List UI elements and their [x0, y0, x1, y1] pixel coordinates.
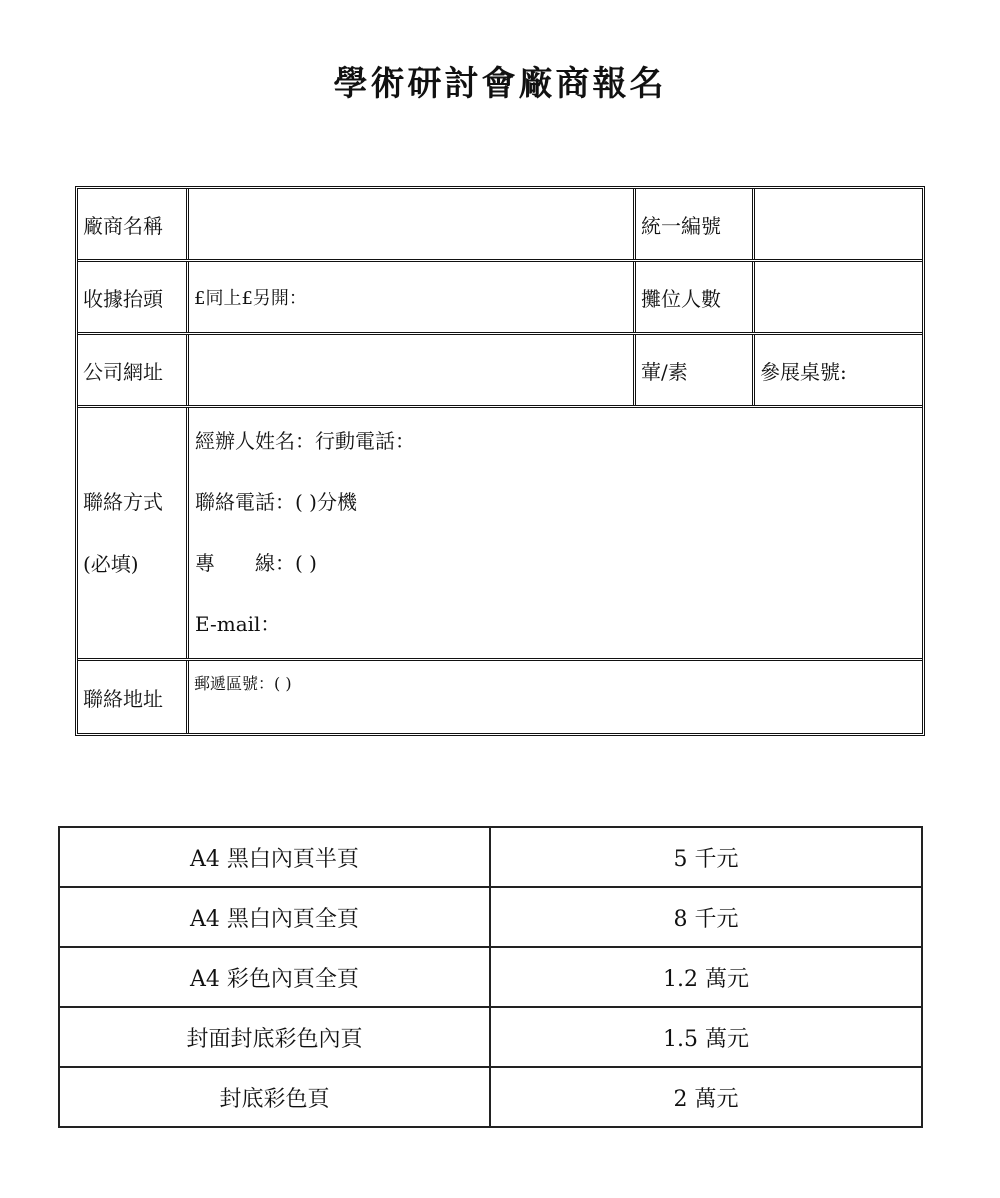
website-label: 公司網址 [78, 335, 189, 405]
meal-preference-label: 葷/素 [636, 335, 755, 405]
address-field[interactable]: 郵遞區號：( ) [194, 674, 292, 693]
ad-price-table [58, 826, 923, 1128]
exhibit-table-number-label[interactable]: 參展桌號: [760, 359, 847, 384]
price-value: 1.2 萬元 [490, 947, 922, 1007]
email-line[interactable]: E-mail： [195, 612, 281, 636]
contact-person-line[interactable]: 經辦人姓名：行動電話： [195, 429, 415, 453]
receipt-title-label: 收據抬頭 [78, 262, 189, 332]
direct-line[interactable]: 專 線：( ) [195, 551, 317, 575]
form-row-contact [78, 408, 922, 661]
price-value: 8 千元 [490, 887, 922, 947]
company-name-label: 廠商名稱 [78, 189, 189, 259]
form-row-receipt [78, 262, 922, 335]
booth-staff-label: 攤位人數 [636, 262, 755, 332]
company-name-field[interactable] [189, 189, 636, 259]
table-row [59, 1007, 922, 1067]
price-item: A4 黑白內頁全頁 [59, 887, 490, 947]
page-title: 學術研討會廠商報名 [333, 64, 667, 104]
price-value: 1.5 萬元 [490, 1007, 922, 1067]
tax-id-field[interactable] [755, 189, 922, 259]
contact-method-label-line2: (必填) [83, 552, 139, 576]
price-item: 封面封底彩色內頁 [59, 1007, 490, 1067]
table-row [59, 827, 922, 887]
table-row [59, 947, 922, 1007]
receipt-title-field[interactable]: £同上£另開： [189, 262, 636, 332]
address-label: 聯絡地址 [78, 661, 189, 733]
form-row-website [78, 335, 922, 408]
contact-method-label [78, 408, 189, 658]
table-row [59, 1067, 922, 1127]
booth-staff-field[interactable] [755, 262, 922, 332]
form-row-address [78, 661, 922, 733]
contact-details[interactable] [189, 408, 922, 658]
table-row [59, 887, 922, 947]
price-item: 封底彩色頁 [59, 1067, 490, 1127]
price-item: A4 彩色內頁全頁 [59, 947, 490, 1007]
tax-id-label: 統一編號 [636, 189, 755, 259]
contact-method-label-line1: 聯絡方式 [83, 490, 163, 514]
contact-phone-line[interactable]: 聯絡電話：( )分機 [195, 490, 357, 514]
registration-form [75, 186, 925, 736]
price-item: A4 黑白內頁半頁 [59, 827, 490, 887]
form-row-company-name [78, 189, 922, 262]
price-value: 2 萬元 [490, 1067, 922, 1127]
price-value: 5 千元 [490, 827, 922, 887]
website-field[interactable] [189, 335, 636, 405]
